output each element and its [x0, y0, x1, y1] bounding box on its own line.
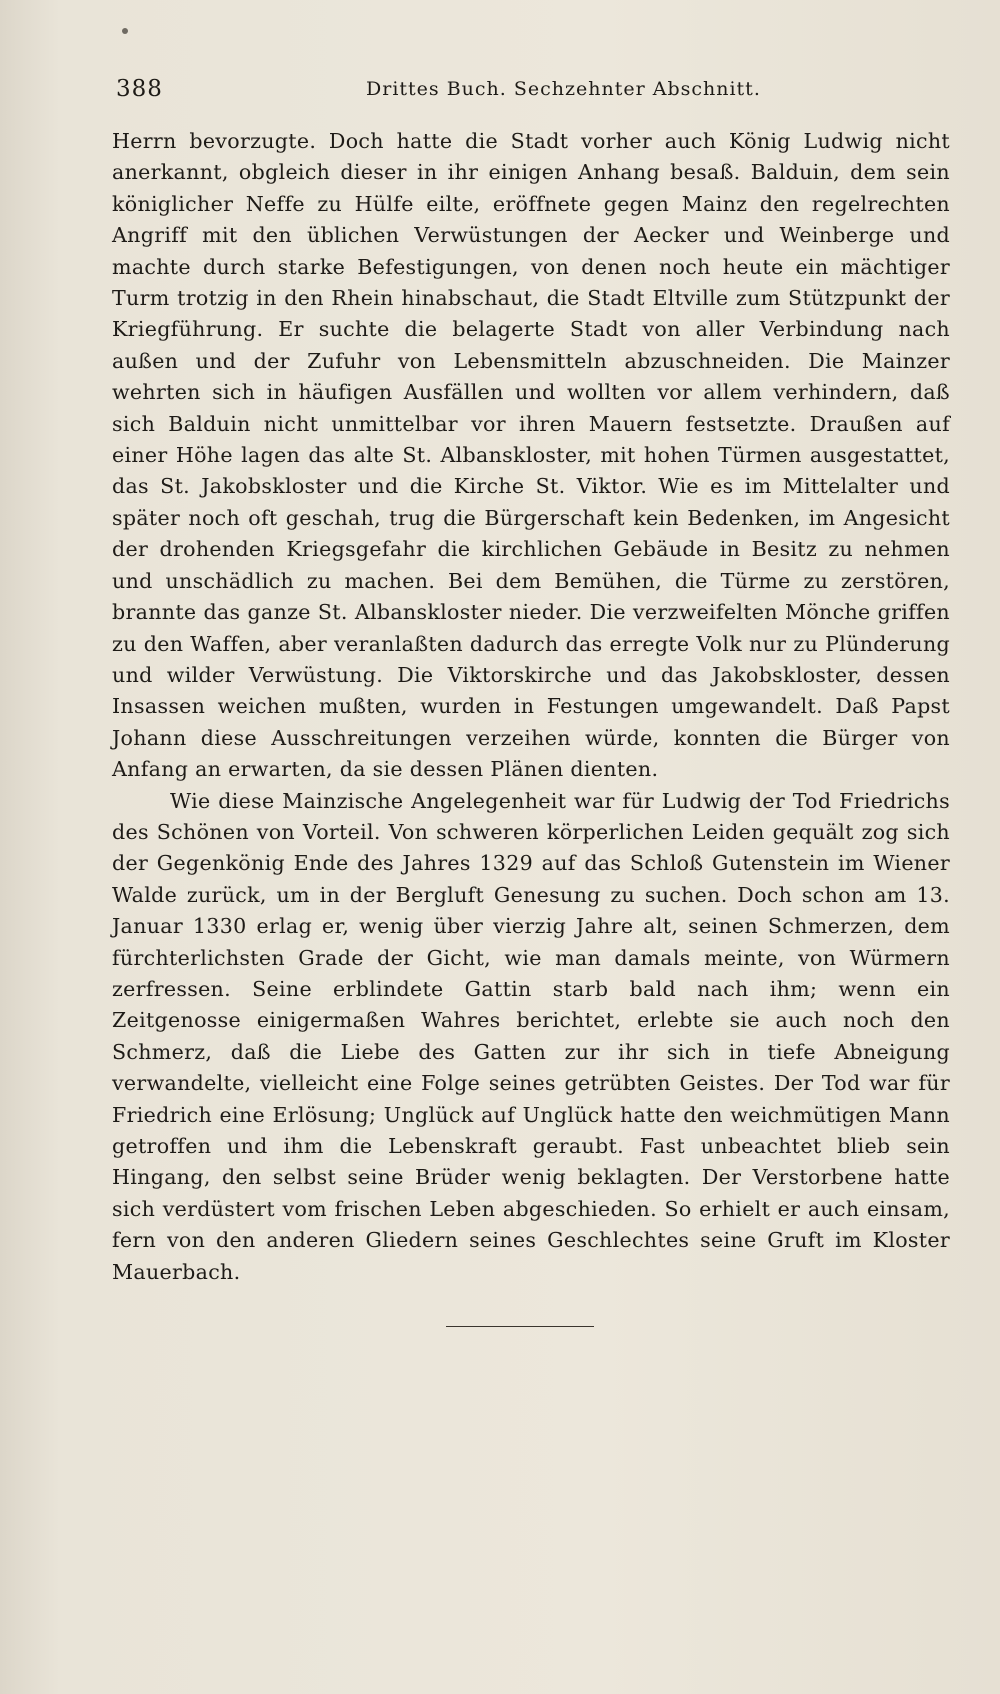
page-number: 388 — [116, 76, 163, 102]
section-end-rule — [446, 1326, 594, 1327]
paper-spot — [122, 28, 128, 34]
body-text — [112, 126, 950, 1288]
paragraph-1: Herrn bevorzugte. Doch hatte die Stadt vorher auch König Ludwig nicht anerkannt, obgleich dieser in ihr einigen Anhang besaß. Balduin, dem sein königlicher Neffe zu Hülfe eilte, eröffnete gegen Mainz den regelrechten Angriff mit den üblichen Verwüstungen der Aecker und Weinberge und machte durch starke Befestigungen, von denen noch heute ein mächtiger Turm trotzig in den Rhein hinabschaut, die Stadt Eltville zum Stützpunkt der Kriegführung. Er suchte die belagerte Stadt von aller Verbindung nach außen und der Zufuhr von Lebensmitteln abzuschneiden. Die Mainzer wehrten sich in häufigen Ausfällen und wollten vor allem verhindern, daß sich Balduin nicht unmittelbar vor ihren Mauern festsetzte. Draußen auf einer Höhe lagen das alte St. Albanskloster, mit hohen Türmen ausgestattet, das St. Jakobskloster und die Kirche St. Viktor. Wie es im Mittelalter und später noch oft geschah, trug die Bürgerschaft kein Bedenken, im Angesicht der drohenden Kriegsgefahr die kirchlichen Gebäude in Besitz zu nehmen und unschädlich zu machen. Bei dem Bemühen, die Türme zu zerstören, brannte das ganze St. Albanskloster nieder. Die verzweifelten Mönche griffen zu den Waffen, aber veranlaßten dadurch das erregte Volk nur zu Plünderung und wilder Verwüstung. Die Viktorskirche und das Jakobskloster, dessen Insassen weichen mußten, wurden in Festungen umgewandelt. Daß Papst Johann diese Ausschreitungen verzeihen würde, konnten die Bürger von Anfang an erwarten, da sie dessen Plänen dienten. — [112, 129, 950, 782]
page-header — [116, 72, 946, 112]
paragraph-2: Wie diese Mainzische Angelegenheit war für Ludwig der Tod Friedrichs des Schönen von Vorteil. Von schweren körperlichen Leiden gequält zog sich der Gegenkönig Ende des Jahres 1329 auf das Schloß Gutenstein im Wiener Walde zurück, um in der Bergluft Genesung zu suchen. Doch schon am 13. Januar 1330 erlag er, wenig über vierzig Jahre alt, seinen Schmerzen, dem fürchterlichsten Grade der Gicht, wie man damals meinte, von Würmern zerfressen. Seine erblindete Gattin starb bald nach ihm; wenn ein Zeitgenosse einigermaßen Wahres berichtet, erlebte sie auch noch den Schmerz, daß die Liebe des Gatten zur ihr sich in tiefe Abneigung verwandelte, vielleicht eine Folge seines getrübten Geistes. Der Tod war für Friedrich eine Erlösung; Unglück auf Unglück hatte den weichmütigen Mann getroffen und ihm die Lebenskraft geraubt. Fast unbeachtet blieb sein Hingang, den selbst seine Brüder wenig beklagten. Der Verstorbene hatte sich verdüstert vom frischen Leben abgeschieden. So erhielt er auch einsam, fern von den anderen Gliedern seines Geschlechtes seine Gruft im Kloster Mauerbach. — [112, 788, 950, 1284]
running-head: Drittes Buch. Sechzehnter Abschnitt. — [366, 78, 761, 100]
